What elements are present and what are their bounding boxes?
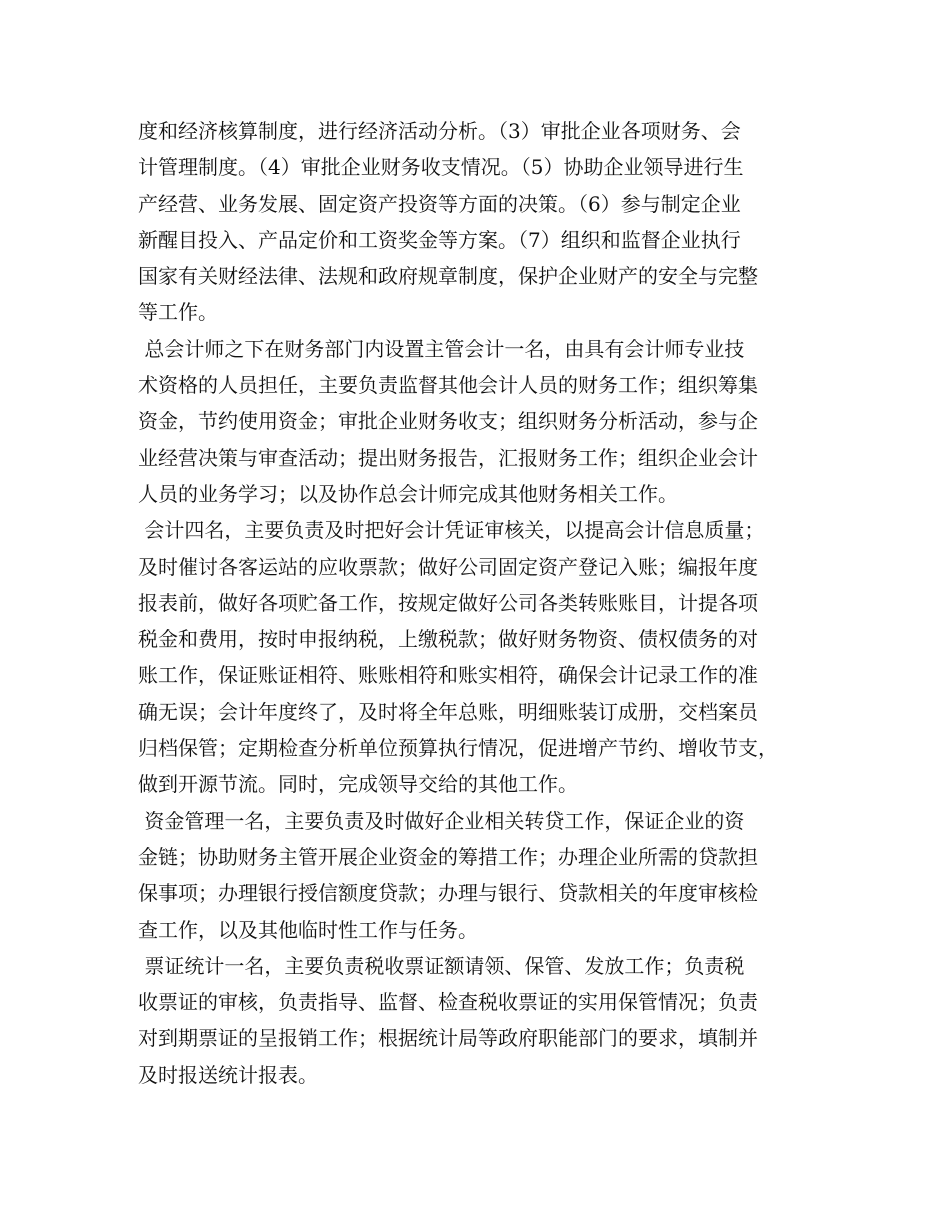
text-line: 资金，节约使用资金；审批企业财务收支；组织财务分析活动，参与企 xyxy=(138,409,758,434)
text-line: 报表前，做好各项贮备工作，按规定做好公司各类转账账目，计提各项 xyxy=(138,590,758,615)
text-line: 归档保管；定期检查分析单位预算执行情况，促进增产节约、增收节支， xyxy=(138,736,778,761)
text-line: 人员的业务学习；以及协作总会计师完成其他财务相关工作。 xyxy=(138,481,678,506)
text-line: 账工作，保证账证相符、账账相符和账实相符，确保会计记录工作的准 xyxy=(138,663,758,688)
text-line: 对到期票证的呈报销工作；根据统计局等政府职能部门的要求，填制并 xyxy=(138,1026,758,1051)
text-line: 及时报送统计报表。 xyxy=(138,1062,318,1087)
text-line: 度和经济核算制度，进行经济活动分析。（3）审批企业各项财务、会 xyxy=(138,119,741,143)
text-line: 资金管理一名，主要负责及时做好企业相关转贷工作，保证企业的资 xyxy=(138,808,745,833)
text-line: 等工作。 xyxy=(138,300,218,325)
text-line: 术资格的人员担任，主要负责监督其他会计人员的财务工作；组织筹集 xyxy=(138,373,758,398)
text-line: 金链；协助财务主管开展企业资金的筹措工作；办理企业所需的贷款担 xyxy=(138,844,758,869)
text-line: 新醒目投入、产品定价和工资奖金等方案。（7）组织和监督企业执行 xyxy=(138,227,741,252)
text-line: 保事项；办理银行授信额度贷款；办理与银行、贷款相关的年度审核检 xyxy=(138,881,758,906)
text-line: 国家有关财经法律、法规和政府规章制度，保护企业财产的安全与完整 xyxy=(138,264,758,289)
text-line: 总会计师之下在财务部门内设置主管会计一名，由具有会计师专业技 xyxy=(138,336,745,361)
text-line: 确无误；会计年度终了，及时将全年总账，明细账装订成册，交档案员 xyxy=(138,699,758,724)
document-body xyxy=(138,113,828,1093)
text-line: 产经营、业务发展、固定资产投资等方面的决策。（6）参与制定企业 xyxy=(138,191,741,216)
text-line: 收票证的审核，负责指导、监督、检查税收票证的实用保管情况；负责 xyxy=(138,990,758,1015)
text-line: 计管理制度。（4）审批企业财务收支情况。（5）协助企业领导进行生 xyxy=(138,155,744,180)
text-line: 业经营决策与审查活动；提出财务报告，汇报财务工作；组织企业会计 xyxy=(138,445,758,470)
text-line: 税金和费用，按时申报纳税，上缴税款；做好财务物资、债权债务的对 xyxy=(138,627,758,652)
text-line: 会计四名，主要负责及时把好会计凭证审核关，以提高会计信息质量； xyxy=(138,518,765,543)
text-line: 做到开源节流。同时，完成领导交给的其他工作。 xyxy=(138,772,578,797)
text-line: 及时催讨各客运站的应收票款；做好公司固定资产登记入账；编报年度 xyxy=(138,554,758,579)
text-line: 票证统计一名，主要负责税收票证额请领、保管、发放工作；负责税 xyxy=(138,953,745,978)
text-line: 查工作，以及其他临时性工作与任务。 xyxy=(138,917,478,942)
